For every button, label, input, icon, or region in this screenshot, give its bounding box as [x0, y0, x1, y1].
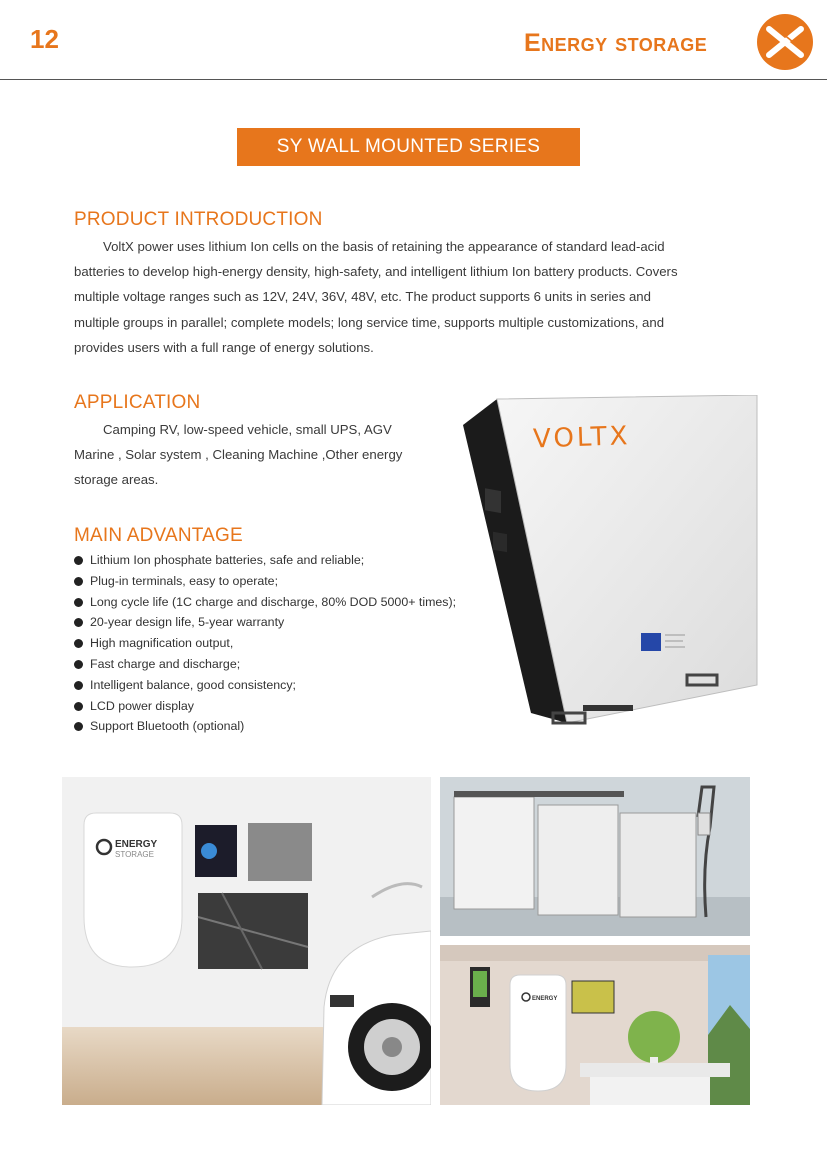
intro-line: provides users with a full range of energy solutions. [74, 339, 374, 355]
intro-line: batteries to develop high-energy density, high-safety, and intelligent lithium Ion battery products. Covers [74, 264, 678, 280]
header-title: Energy storage [524, 29, 708, 57]
battery-product-image [455, 395, 765, 735]
battery-rack-photo [440, 777, 750, 936]
list-item: Long cycle life (1C charge and discharge, 80% DOD 5000+ times); [74, 592, 456, 613]
list-item: 20-year design life, 5-year warranty [74, 612, 456, 633]
list-item: Support Bluetooth (optional) [74, 716, 456, 737]
intro-line: VoltX power uses lithium Ion cells on the basis of retaining the appearance of standard lead-acid [103, 239, 665, 254]
bullet-icon [74, 660, 83, 669]
list-item: Fast charge and discharge; [74, 654, 456, 675]
room-unit-text: ENERGY [532, 996, 558, 1002]
bullet-icon [74, 598, 83, 607]
list-item: Plug-in terminals, easy to operate; [74, 571, 456, 592]
application-heading: APPLICATION [74, 392, 201, 413]
intro-line: multiple voltage ranges such as 12V, 24V, 36V, 48V, etc. The product supports 6 units in series and [74, 289, 651, 305]
application-line: Marine , Solar system , Cleaning Machine ,Other energy [74, 447, 403, 463]
product-brand-text: VOLTX [532, 421, 631, 455]
intro-heading: PRODUCT INTRODUCTION [74, 209, 323, 230]
header-divider [0, 79, 827, 80]
bullet-icon [74, 618, 83, 627]
garage-ev-photo [62, 777, 431, 1105]
wall-unit-text: STORAGE [115, 850, 154, 859]
advantages-heading: MAIN ADVANTAGE [74, 525, 243, 546]
list-item: Intelligent balance, good consistency; [74, 675, 456, 696]
page-number: 12 [30, 24, 59, 54]
bullet-icon [74, 556, 83, 565]
list-item: High magnification output, [74, 633, 456, 654]
bullet-icon [74, 681, 83, 690]
application-line: storage areas. [74, 472, 159, 488]
bullet-icon [74, 702, 83, 711]
intro-paragraph [74, 234, 764, 360]
application-line: Camping RV, low-speed vehicle, small UPS, AGV [103, 422, 392, 437]
list-item: LCD power display [74, 696, 456, 717]
bullet-icon [74, 722, 83, 731]
wall-unit-text: ENERGY [115, 839, 158, 850]
living-room-photo [440, 945, 750, 1105]
advantages-list [74, 550, 456, 737]
application-paragraph [74, 417, 434, 493]
bullet-icon [74, 577, 83, 586]
series-banner: SY WALL MOUNTED SERIES [237, 128, 580, 166]
bullet-icon [74, 639, 83, 648]
brand-logo-icon [757, 14, 813, 70]
intro-line: multiple groups in parallel; complete models; long service time, supports multiple customizations, and [74, 314, 665, 330]
list-item: Lithium Ion phosphate batteries, safe and reliable; [74, 550, 456, 571]
